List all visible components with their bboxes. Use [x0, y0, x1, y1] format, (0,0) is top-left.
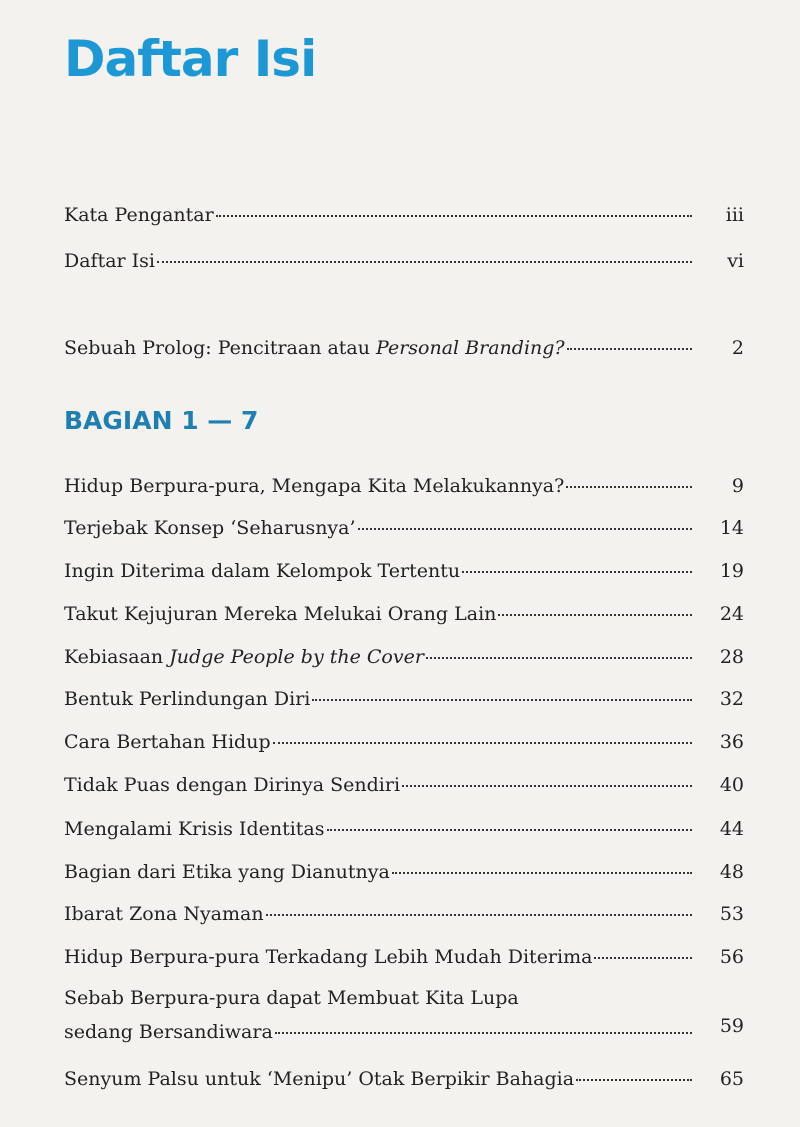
toc-entry-kata-pengantar[interactable] [64, 204, 744, 228]
toc-entry-page: 36 [719, 731, 744, 753]
toc-entry-title: Ibarat Zona Nyaman [64, 903, 264, 925]
dot-leader [566, 486, 692, 488]
toc-entry-page: 53 [719, 903, 744, 925]
toc-entry-page: 59 [719, 1014, 744, 1037]
toc-entry-page: 19 [719, 560, 744, 582]
dot-leader [402, 785, 692, 787]
toc-entry[interactable] [64, 1068, 744, 1092]
toc-entry-title: Terjebak Konsep ‘Seharusnya’ [64, 517, 356, 539]
dot-leader [216, 215, 692, 217]
toc-entry-page: vi [727, 250, 744, 272]
toc-entry[interactable] [64, 603, 744, 627]
toc-entry[interactable] [64, 517, 744, 541]
toc-entry-title: Bentuk Perlindungan Diri [64, 688, 311, 710]
toc-entry-title-line2-wrap [64, 1014, 744, 1045]
toc-entry-title: Cara Bertahan Hidup [64, 731, 271, 753]
toc-entry-page: 44 [719, 818, 744, 840]
toc-entry-page: 40 [719, 774, 744, 796]
page-title: Daftar Isi [64, 30, 317, 88]
toc-entry[interactable] [64, 731, 744, 755]
dot-leader [567, 348, 692, 350]
toc-entry[interactable] [64, 475, 744, 499]
title-plain: Sebuah Prolog: Pencitraan atau [64, 337, 377, 359]
toc-entry-page: 24 [719, 603, 744, 625]
toc-entry-title [64, 337, 565, 361]
toc-entry-title: Bagian dari Etika yang Dianutnya [64, 861, 390, 883]
toc-entry[interactable] [64, 818, 744, 842]
dot-leader [327, 829, 692, 831]
toc-entry-page: 48 [719, 861, 744, 883]
toc-entry-title: Takut Kejujuran Mereka Melukai Orang Lain [64, 603, 497, 625]
dot-leader [266, 914, 692, 916]
toc-entry-title [64, 646, 424, 670]
title-italic: Judge People by the Cover [169, 646, 424, 668]
toc-entry[interactable] [64, 946, 744, 970]
toc-entry-prolog[interactable] [64, 337, 744, 361]
toc-entry-title-line1: Sebab Berpura-pura dapat Membuat Kita Lupa [64, 987, 519, 1009]
toc-entry[interactable] [64, 861, 744, 885]
toc-entry[interactable] [64, 688, 744, 712]
dot-leader [392, 872, 692, 874]
toc-entry-title: Tidak Puas dengan Dirinya Sendiri [64, 774, 401, 796]
toc-entry-title: Hidup Berpura-pura Terkadang Lebih Mudah Diterima [64, 946, 593, 968]
toc-entry-title: Ingin Diterima dalam Kelompok Tertentu [64, 560, 461, 582]
dot-leader [594, 957, 692, 959]
title-italic: Personal Branding? [376, 337, 565, 359]
dot-leader [462, 571, 692, 573]
toc-entry-title: Mengalami Krisis Identitas [64, 818, 325, 840]
dot-leader [312, 699, 692, 701]
dot-leader [426, 657, 692, 659]
dot-leader [576, 1079, 692, 1081]
toc-entry-page: 28 [719, 646, 744, 668]
toc-entry-page: 2 [731, 337, 744, 359]
toc-entry[interactable] [64, 774, 744, 798]
toc-entry-page: 56 [719, 946, 744, 968]
toc-entry[interactable] [64, 560, 744, 584]
toc-entry-page: iii [725, 204, 744, 226]
toc-entry-title: Daftar Isi [64, 250, 156, 272]
dot-leader [275, 1032, 692, 1034]
dot-leader [273, 742, 692, 744]
dot-leader [358, 528, 692, 530]
dot-leader [157, 261, 692, 263]
toc-entry-daftar-isi[interactable] [64, 250, 744, 274]
title-plain: Kebiasaan [64, 646, 170, 668]
toc-entry-page: 9 [731, 475, 744, 497]
toc-entry-page: 32 [719, 688, 744, 710]
toc-entry[interactable] [64, 646, 744, 670]
toc-entry-page: 65 [719, 1068, 744, 1090]
toc-entry-title-line2: sedang Bersandiwara [64, 1020, 273, 1043]
toc-entry-page: 14 [719, 517, 744, 539]
toc-entry-title: Hidup Berpura-pura, Mengapa Kita Melakukannya? [64, 475, 565, 497]
toc-entry[interactable] [64, 987, 744, 1045]
dot-leader [498, 614, 692, 616]
toc-entry[interactable] [64, 903, 744, 927]
toc-entry-title: Kata Pengantar [64, 204, 214, 226]
section-heading: BAGIAN 1 — 7 [64, 406, 259, 435]
toc-entry-title: Senyum Palsu untuk ‘Menipu’ Otak Berpikir Bahagia [64, 1068, 575, 1090]
